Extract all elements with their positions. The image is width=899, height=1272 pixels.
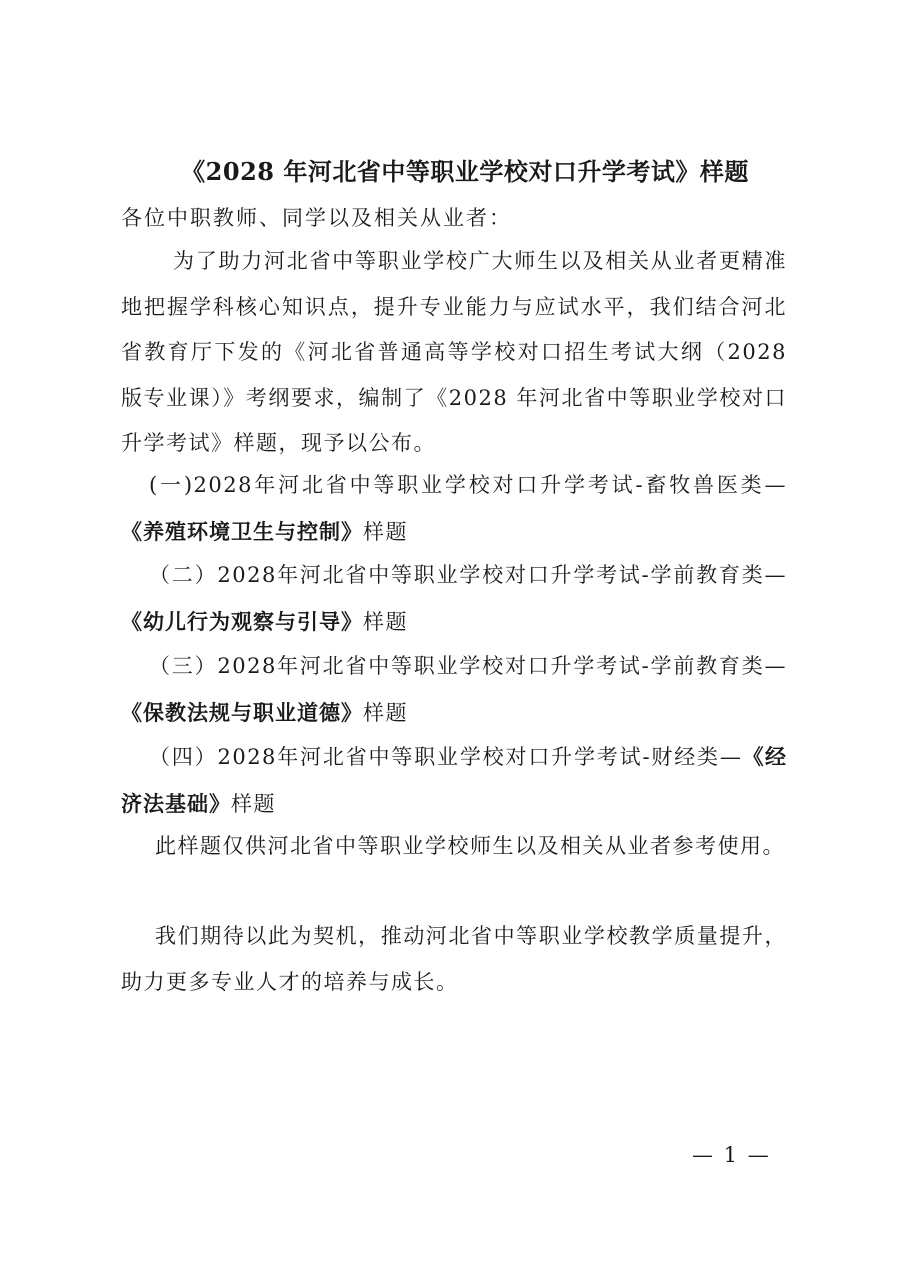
item-suffix: 样题 [363, 519, 408, 544]
page-number: — 1 — [692, 1143, 771, 1167]
list-item [121, 553, 787, 645]
item-suffix: 样题 [363, 700, 408, 725]
list-item [121, 734, 787, 827]
list-item [121, 644, 787, 736]
item-prefix: （三）2028年河北省中等职业学校对口升学考试-学前教育类— [149, 654, 787, 678]
closing-paragraph: 我们期待以此为契机，推动河北省中等职业学校教学质量提升，助力更多专业人才的培养与成长。 [121, 924, 787, 994]
list-item [121, 463, 787, 555]
document-title: 《2028 年河北省中等职业学校对口升学考试》样题 [181, 157, 749, 186]
item-prefix: （四）2028年河北省中等职业学校对口升学考试-财经类— [149, 745, 743, 769]
course-title: 《经济法基础》 [121, 744, 787, 816]
course-title: 《幼儿行为观察与引导》 [121, 608, 363, 634]
course-title: 《养殖环境卫生与控制》 [121, 518, 363, 544]
item-prefix: （二）2028年河北省中等职业学校对口升学考试-学前教育类— [149, 563, 787, 587]
item-suffix: 样题 [363, 609, 408, 634]
course-title: 《保教法规与职业道德》 [121, 699, 363, 725]
item-prefix: (一)2028年河北省中等职业学校对口升学考试-畜牧兽医类— [149, 473, 787, 497]
intro-paragraph: 为了助力河北省中等职业学校广大师生以及相关从业者更精准地把握学科核心知识点，提升专业能力与应试水平，我们结合河北省教育厅下发的《河北省普通高等学校对口招生考试大纲（2028 版专业课）》考纲要求，编制了《2028 年河北省中等职业学校对口升学考试》样题，现予以公布。 [121, 249, 787, 455]
item-suffix: 样题 [231, 791, 276, 816]
salutation: 各位中职教师、同学以及相关从业者： [121, 206, 512, 230]
usage-note: 此样题仅供河北省中等职业学校师生以及相关从业者参考使用。 [155, 834, 785, 858]
